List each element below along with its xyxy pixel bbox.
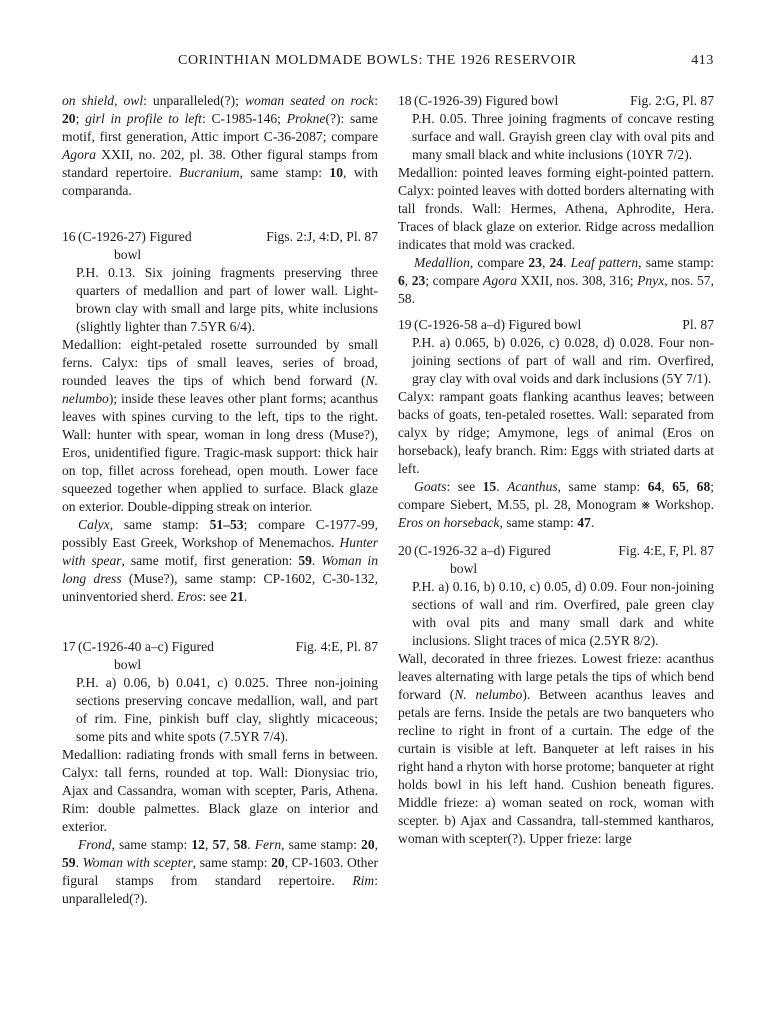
catalog-entry-20-heading [398,542,714,578]
right-column [398,92,714,848]
object-type: bowl [114,657,142,672]
entry-label [414,92,614,110]
figure-reference: Fig. 2:G, Pl. 87 [630,93,714,108]
entry-description: P.H. 0.13. Six joining fragments preserving three quarters of medallion and part of lower wall. Light-brown clay with small and large pits, white inclusions (slightly lighter than 7.5YR 6/4). [76,265,378,334]
running-header [62,53,714,73]
entry-comparanda: Goats: see 15. Acanthus, same stamp: 64, 65, 68; compare Siebert, M.55, pl. 28, Monogram ⨳ Workshop. Eros on horseback, same stamp: 47. [398,479,715,530]
object-type: bowl [114,247,142,262]
entry-number: 16 [62,229,76,244]
catalog-id: (C-1926-39) Figured bowl [414,93,559,108]
entry-comparanda: Frond, same stamp: 12, 57, 58. Fern, same stamp: 20, 59. Woman with scepter, same stamp: 20, CP-1603. Other figural stamps from standard repertoire. Rim: unparalleled(?). [62,837,379,906]
catalog-id: (C-1926-32 a–d) Figured [414,543,551,558]
entry-description: P.H. 0.05. Three joining fragments of concave resting surface and wall. Grayish green clay with oval pits and many small black and white inclusions (10YR 7/2). [412,111,714,162]
figure-reference: Figs. 2:J, 4:D, Pl. 87 [266,229,378,244]
entry-label [78,638,248,674]
entry-number: 20 [398,543,412,558]
catalog-entry-18-heading [398,92,714,110]
catalog-id: (C-1926-58 a–d) Figured bowl [414,317,582,332]
catalog-entry-19-heading [398,316,714,334]
entry-label [414,542,584,578]
catalog-entry-16-heading [62,228,378,264]
figure-reference: Pl. 87 [682,317,714,332]
entry-decoration: Medallion: radiating fronds with small ferns in between. Calyx: tall ferns, rounded at top. Wall: Dionysiac trio, Ajax and Cassandra, woman with scepter, Paris, Athena. Rim: double palmettes. Black glaze on interior and exterior. [62,747,378,834]
object-type: bowl [450,561,478,576]
entry-decoration: Calyx: rampant goats flanking acanthus leaves; between backs of goats, ten-petaled rosettes. Wall: separated from calyx by ridge; Amymone, legs of animal (Eros on horseback), leafy branch. Rim: Eggs with striated darts at left. [398,389,714,476]
entry-description: P.H. a) 0.065, b) 0.026, c) 0.028, d) 0.028. Four non-joining sections of part of wall and rim. Overfired, gray clay with oval voids and dark inclusions (5Y 7/1). [412,335,714,386]
running-title: CORINTHIAN MOLDMADE BOWLS: THE 1926 RESERVOIR [178,53,577,68]
page-number: 413 [691,53,714,68]
entry-number: 19 [398,317,412,332]
entry-number: 18 [398,93,412,108]
entry-comparanda: Calyx, same stamp: 51–53; compare C-1977-99, possibly East Greek, Workshop of Menemachos. Hunter with spear, same motif, first generation: 59. Woman in long dress (Muse?), same stamp: CP-1602, C-30-132, uninventoried sherd. Eros: see 21. [62,517,379,604]
left-column [62,92,378,908]
entry-decoration: Wall, decorated in three friezes. Lowest frieze: acanthus leaves alternating with large petals the tips of which bend forward (N. nelumbo). Between acanthus leaves and petals are ferns. Inside the petals are two banqueters who recline to right in front of a curtain. The edge of the curtain is visible at left. Banqueter at left raises in his right hand a rhyton with horse protome; banqueter at right holds bowl in his left hand. Cushion beneath figures. Middle frieze: a) woman seated on rock, woman with scepter. b) Ajax and Cassandra, tall-stemmed kantharos, woman with scepter(?). Upper frieze: large [398,651,715,846]
entry-label [78,228,248,264]
entry-description: P.H. a) 0.16, b) 0.10, c) 0.05, d) 0.09. Four non-joining sections of wall and rim. Overfired, pale green clay with oval pits and many small dark and white inclusions. Slight traces of mica (2.5YR 8/2). [412,579,714,648]
catalog-id: (C-1926-27) Figured [78,229,192,244]
entry-number: 17 [62,639,76,654]
figure-reference: Fig. 4:E, Pl. 87 [295,639,378,654]
entry-decoration: Medallion: pointed leaves forming eight-pointed pattern. Calyx: pointed leaves with dotted borders alternating with tall fronds. Wall: Hermes, Athena, Aphrodite, Hera. Traces of black glaze on exterior. Ridge across medallion indicates that mold was cracked. [398,165,714,252]
entry-label [414,316,634,334]
entry-decoration: Medallion: eight-petaled rosette surrounded by small ferns. Calyx: tips of small leaves, series of broad, rounded leaves the tips of which bend forward (N. nelumbo); inside these leaves other plant forms; acanthus leaves with spines curving to the left, tips to the right. Wall: hunter with spear, woman in long dress (Muse?), Eros, unidentified figure. Tragic-mask support: thick hair on top, fillet across forehead, open mouth. Lower face squeezed together when applied to surface. Black glaze on exterior. Double-dipping streak on interior. [62,337,378,514]
catalog-entry-17-heading [62,638,378,674]
entry-comparanda: Medallion, compare 23, 24. Leaf pattern, same stamp: 6, 23; compare Agora XXII, nos. 308, 316; Pnyx, nos. 57, 58. [398,255,715,306]
entry-description: P.H. a) 0.06, b) 0.041, c) 0.025. Three non-joining sections preserving concave medallion, wall, and part of rim. Fine, pinkish buff clay, slightly micaceous; some pits and white spots (7.5YR 7/4). [76,675,378,744]
catalog-id: (C-1926-40 a–c) Figured [78,639,214,654]
continued-comparanda: on shield, owl: unparalleled(?); woman seated on rock: 20; girl in profile to left: C-1985-146; Prokne(?): same motif, first generation, Attic import C-36-2087; compare Agora XXII, no. 202, pl. 38. Other figural stamps from standard repertoire. Bucranium, same stamp: 10, with comparanda. [62,93,379,198]
figure-reference: Fig. 4:E, F, Pl. 87 [618,543,714,558]
